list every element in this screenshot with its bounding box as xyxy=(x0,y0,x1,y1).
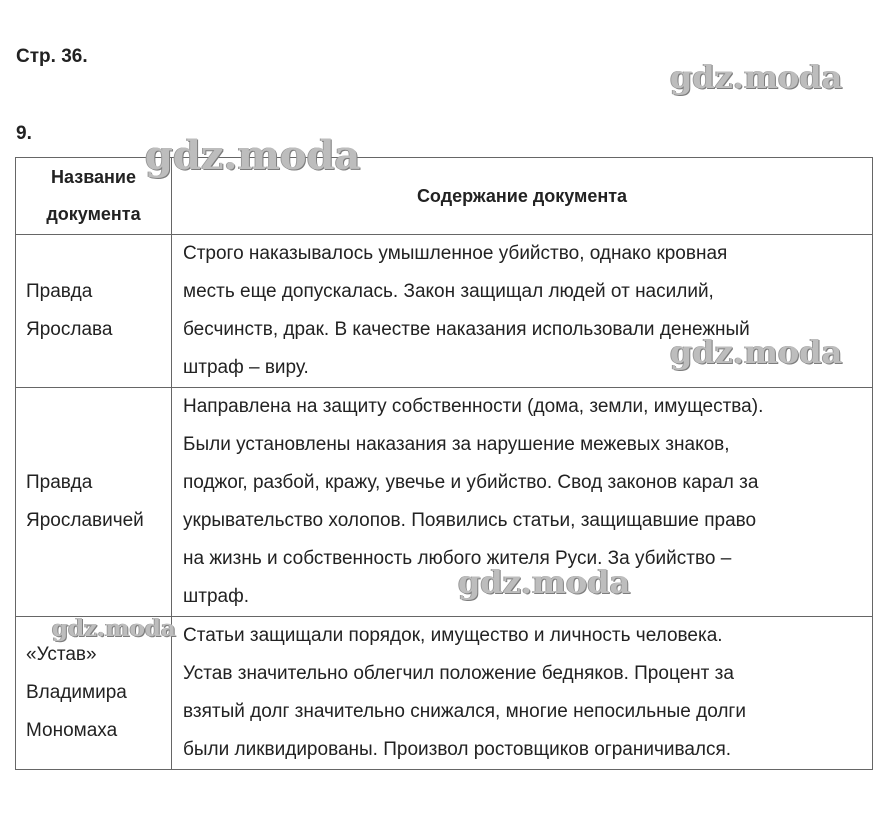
task-number: 9. xyxy=(16,123,32,144)
watermark: gdz.moda xyxy=(670,58,843,96)
header-name-line2: документа xyxy=(46,204,141,224)
row-content-pravda-yaroslavichey: Направлена на защиту собственности (дома, земли, имущества). Были установлены наказания за нарушение межевых знаков, поджог, разбой, кражу, увечье и убийство. Свод законов карал за укрывательство холопов. Появились статьи, защищавшие право на жизнь и собственность любого жителя Руси. За убийство – штраф. xyxy=(172,388,873,617)
table-header-row xyxy=(16,158,873,235)
watermark: gdz.moda xyxy=(145,132,361,179)
row-name-pravda-yaroslava: Правда Ярослава xyxy=(16,235,172,388)
page-heading: Стр. 36. xyxy=(16,46,88,67)
row-content-pravda-yaroslava: Строго наказывалось умышленное убийство, однако кровная месть еще допускалась. Закон защищал людей от насилий, бесчинств, драк. В качестве наказания использовали денежный штраф – виру. xyxy=(172,235,873,388)
watermark: gdz.moda xyxy=(458,563,631,601)
table-row xyxy=(16,235,873,388)
row-name-ustav-monomakha: «Устав» Владимира Мономаха xyxy=(16,617,172,770)
header-document-content: Содержание документа xyxy=(172,158,873,235)
header-document-name xyxy=(16,158,172,235)
header-name-line1: Название xyxy=(51,167,136,187)
watermark: gdz.moda xyxy=(670,333,843,371)
documents-table xyxy=(15,157,873,770)
row-content-ustav-monomakha: Статьи защищали порядок, имущество и личность человека. Устав значительно облегчил положение бедняков. Процент за взятый долг значительно снижался, многие непосильные долги были ликвидированы. Произвол ростовщиков ограничивался. xyxy=(172,617,873,770)
table-row xyxy=(16,617,873,770)
table-row xyxy=(16,388,873,617)
watermark: gdz.moda xyxy=(52,615,176,642)
row-name-pravda-yaroslavichey: Правда Ярославичей xyxy=(16,388,172,617)
